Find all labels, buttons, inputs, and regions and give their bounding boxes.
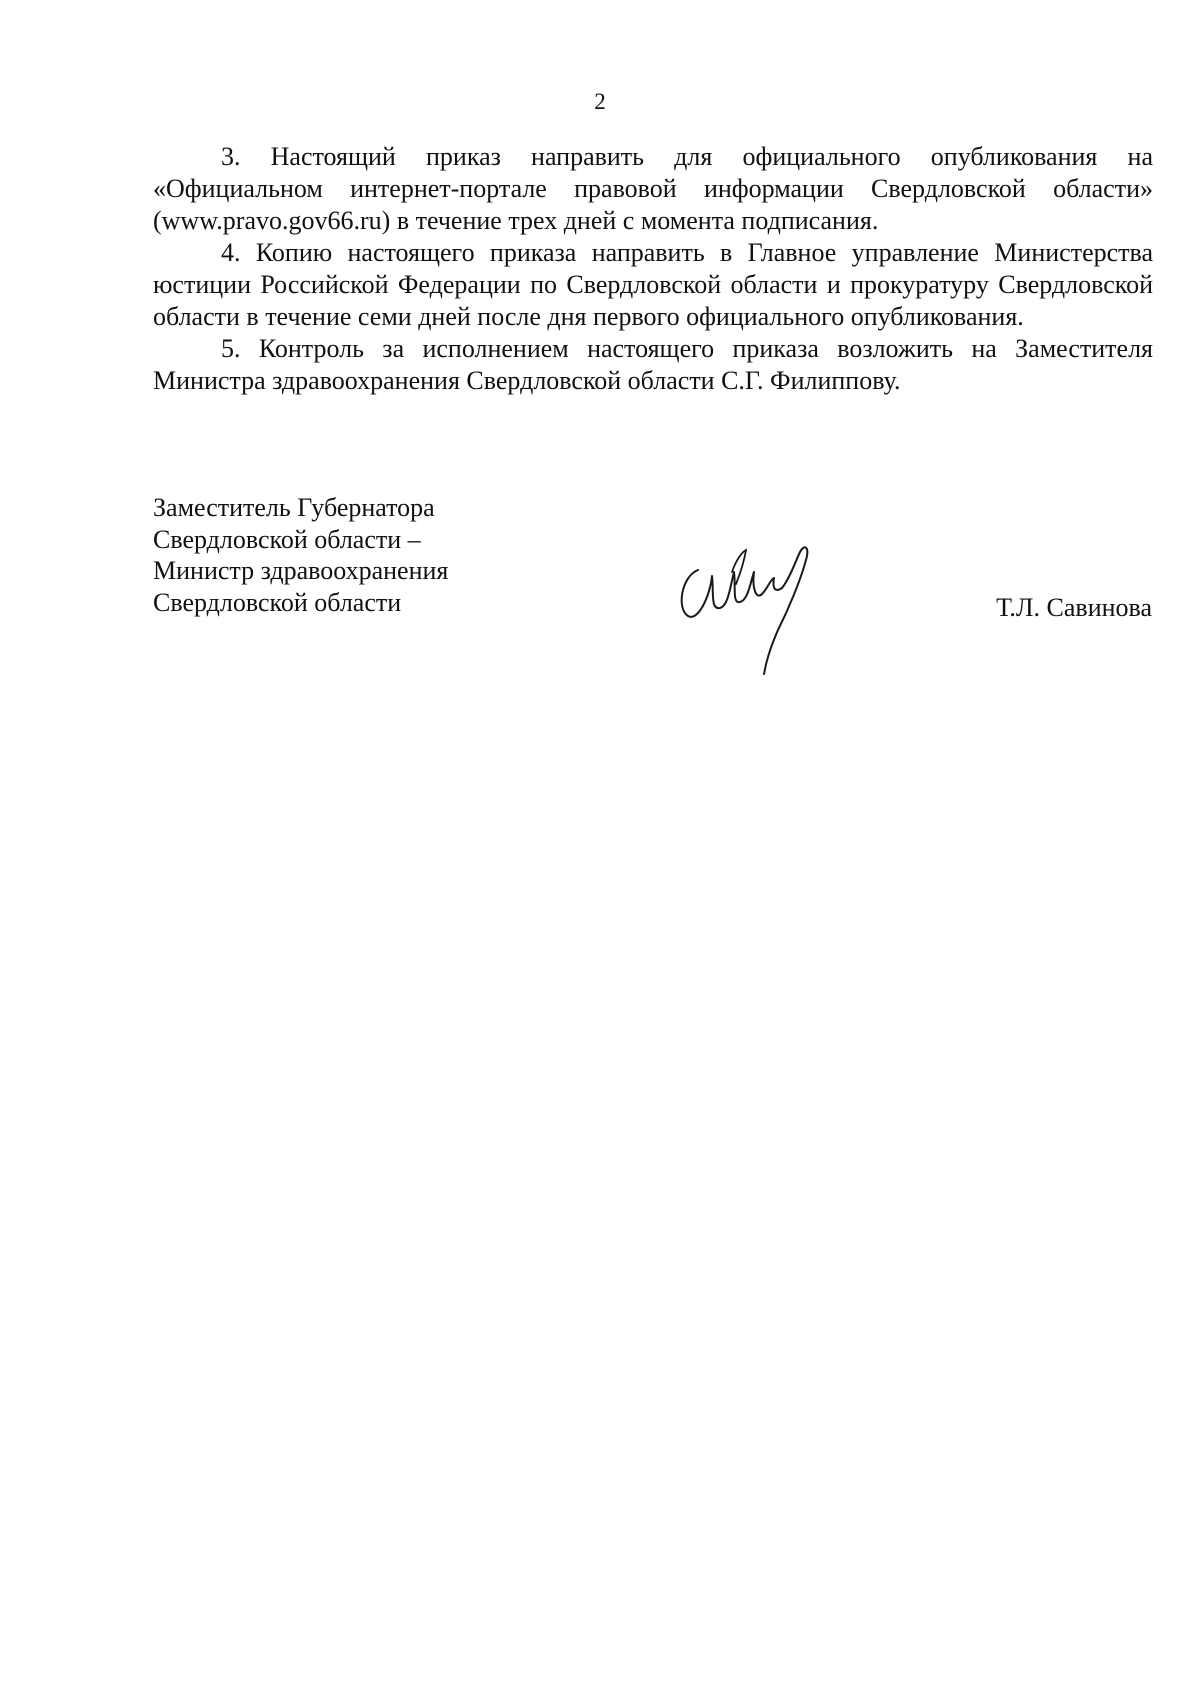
page-number: 2 (594, 89, 606, 114)
signatory-position-line: Министр здравоохранения (153, 556, 449, 585)
paragraph-5: 5. Контроль за исполнением настоящего приказа возложить на Заместителя Министра здравоохранения Свердловской области С.Г. Филиппову. (153, 334, 1153, 395)
document-body (153, 141, 1153, 397)
signatory-position-line: Заместитель Губернатора (153, 493, 435, 522)
signatory-name: Т.Л. Савинова (996, 593, 1152, 622)
signatory-position-line: Свердловской области (153, 587, 402, 617)
signatory-position (153, 492, 448, 618)
paragraph-4: 4. Копию настоящего приказа направить в Главное управление Министерства юстиции Российской Федерации по Свердловской области и прокуратуру Свердловской области в течение семи дней после дня первого официального опубликования. (153, 238, 1153, 331)
paragraph-3: 3. Настоящий приказ направить для официального опубликования на «Официальном интернет-портале правовой информации Свердловской области» (www.pravo.gov66.ru) в течение трех дней с момента подписания. (153, 142, 1153, 235)
signatory-position-line: Свердловской области – (153, 524, 421, 554)
handwritten-signature (670, 530, 830, 680)
